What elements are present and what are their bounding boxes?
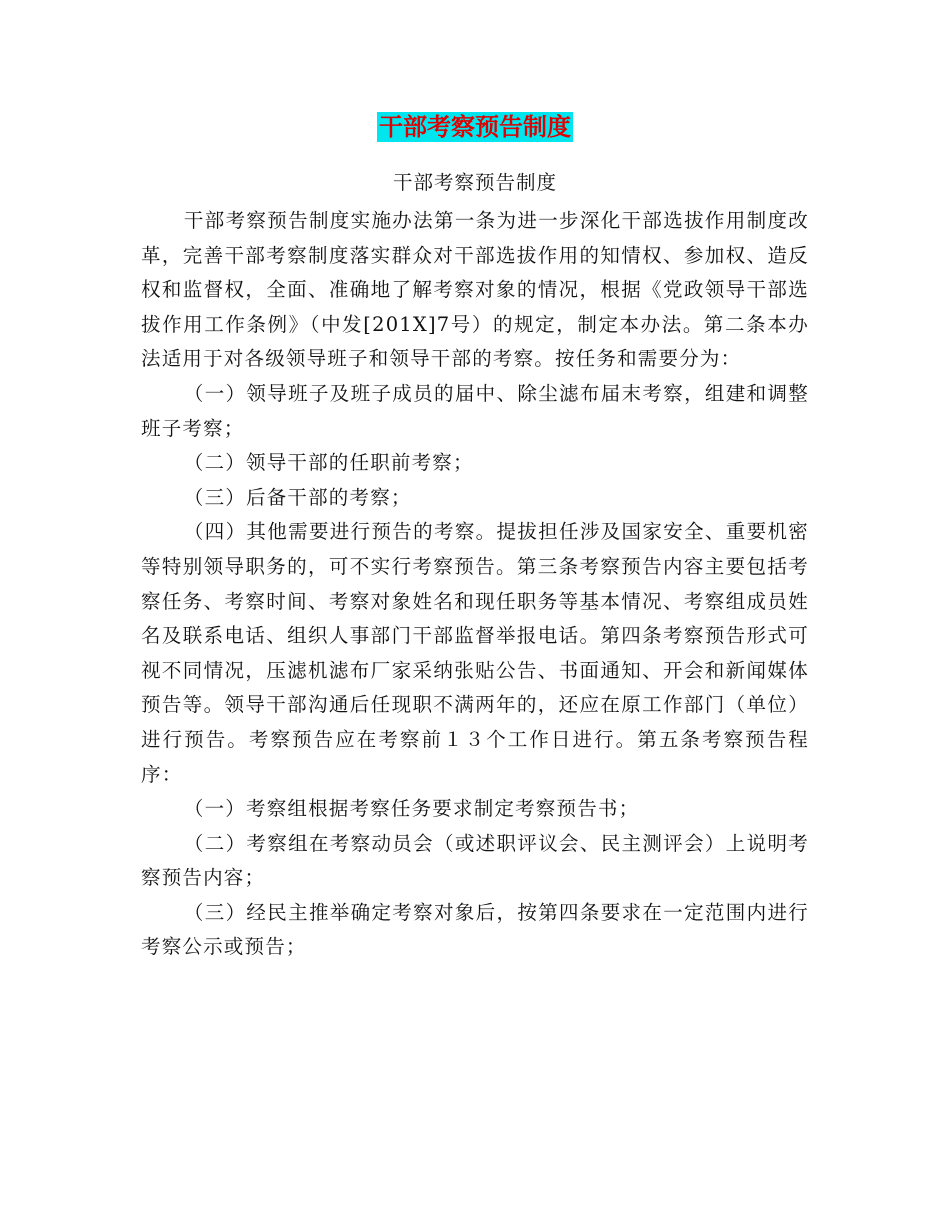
document-body [141,204,809,965]
paragraph: （二）考察组在考察动员会（或述职评议会、民主测评会）上说明考察预告内容； [141,831,809,890]
paragraph: （一）领导班子及班子成员的届中、除尘滤布届末考察，组建和调整班子考察； [141,381,809,440]
paragraph: （一）考察组根据考察任务要求制定考察预告书； [183,797,640,821]
paragraph: 干部考察预告制度实施办法第一条为进一步深化干部选拔作用制度改革，完善干部考察制度落实群众对干部选拔作用的知情权、参加权、造反权和监督权，全面、准确地了解考察对象的情况，根据《党政领导干部选拔作用工作条例》（中发[201X]7号）的规定，制定本办法。第二条本办法适用于对各级领导班子和领导干部的考察。按任务和需要分为： [141,209,809,371]
document-subtitle: 干部考察预告制度 [392,171,557,194]
paragraph: （二）领导干部的任职前考察； [183,451,474,475]
paragraph: （三）后备干部的考察； [183,485,412,509]
title-wrap [0,112,950,142]
paragraph: （四）其他需要进行预告的考察。提拔担任涉及国家安全、重要机密等特别领导职务的，可不实行考察预告。第三条考察预告内容主要包括考察任务、考察时间、考察对象姓名和现任职务等基本情况、考察组成员姓名及联系电话、组织人事部门干部监督举报电话。第四条考察预告形式可视不同情况，压滤机滤布厂家采纳张贴公告、书面通知、开会和新闻媒体预告等。领导干部沟通后任现职不满两年的，还应在原工作部门（单位）进行预告。考察预告应在考察前１３个工作日进行。第五条考察预告程序： [141,520,809,786]
paragraph: （三）经民主推举确定考察对象后，按第四条要求在一定范围内进行考察公示或预告； [141,900,809,959]
document-title: 干部考察预告制度 [379,113,571,141]
